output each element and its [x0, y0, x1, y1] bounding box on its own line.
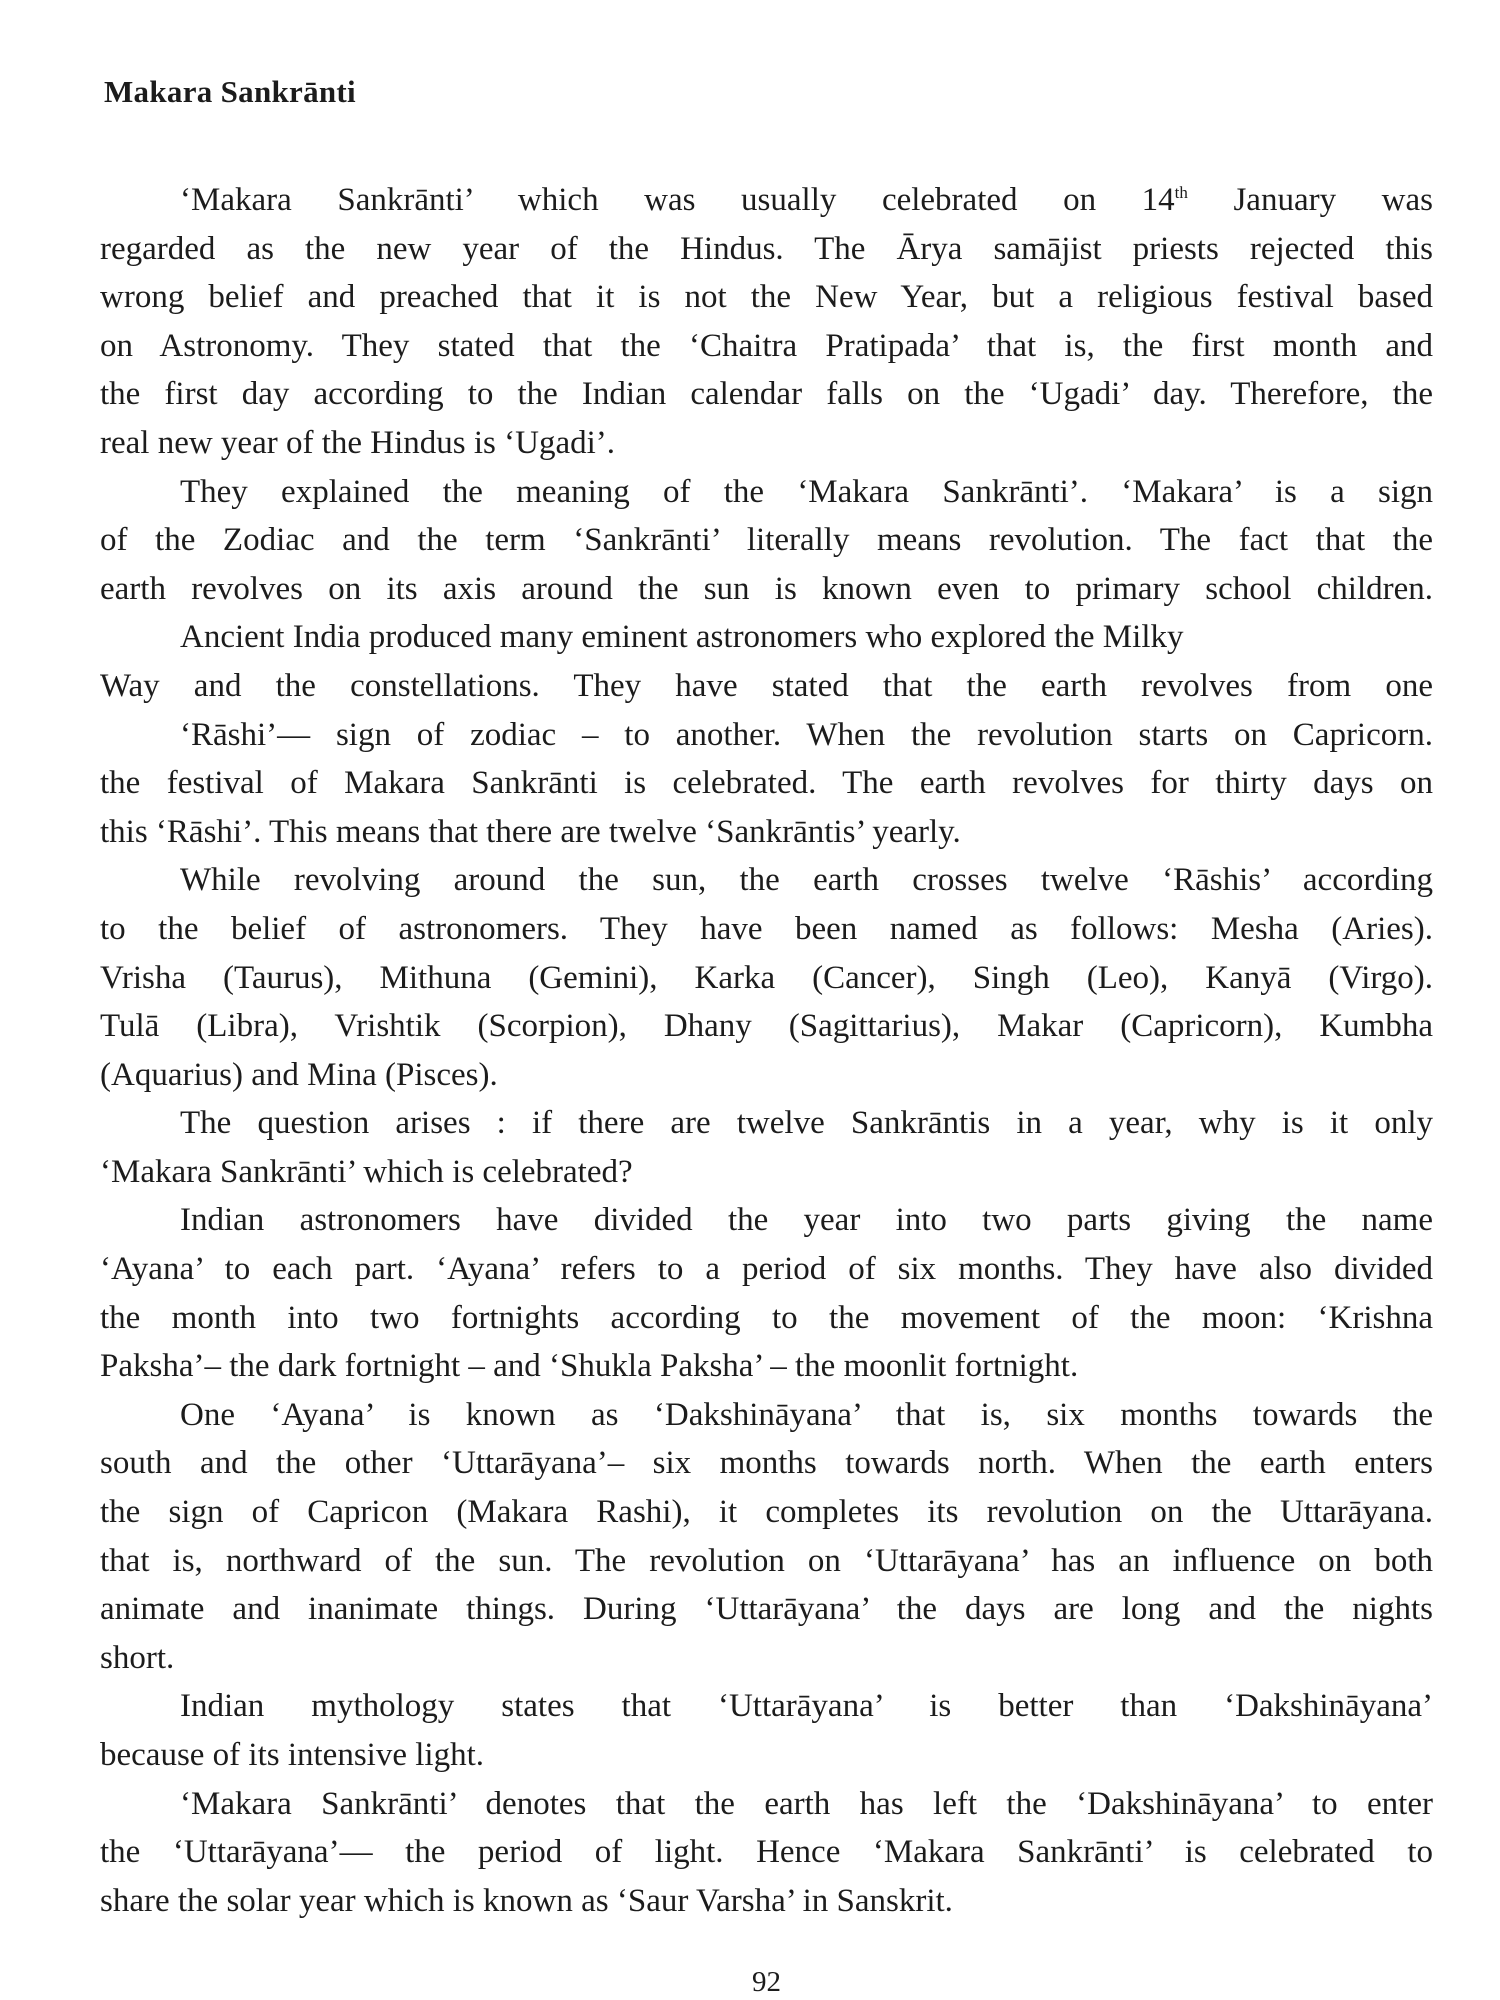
text-line: this ‘Rāshi’. This means that there are twelve ‘Sankrāntis’ yearly.: [100, 813, 961, 850]
superscript: th: [1174, 183, 1188, 202]
text-line: real new year of the Hindus is ‘Ugadi’.: [100, 424, 615, 461]
text-line: the sign of Capricon (Makara Rashi), it completes its revolution on the Uttarāyana.: [100, 1494, 1433, 1531]
text-line: to the belief of astronomers. They have been named as follows: Mesha (Aries).: [100, 910, 1433, 947]
text-line: on Astronomy. They stated that the ‘Chaitra Pratipada’ that is, the first month and: [100, 327, 1433, 364]
text-line: animate and inanimate things. During ‘Uttarāyana’ the days are long and the nights: [100, 1591, 1433, 1628]
text-line: The question arises : if there are twelve Sankrāntis in a year, why is it only: [180, 1105, 1433, 1142]
paragraph: [100, 176, 1433, 468]
paragraph: [100, 1391, 1433, 1683]
text-line: While revolving around the sun, the earth crosses twelve ‘Rāshis’ according: [180, 862, 1433, 899]
text-line: One ‘Ayana’ is known as ‘Dakshināyana’ that is, six months towards the: [180, 1396, 1433, 1433]
body-text: [100, 176, 1433, 1925]
text-line: ‘Ayana’ to each part. ‘Ayana’ refers to a period of six months. They have also divided: [100, 1251, 1433, 1288]
paragraph: [100, 613, 1433, 856]
text-line: They explained the meaning of the ‘Makara Sankrānti’. ‘Makara’ is a sign: [180, 473, 1433, 510]
text-line: Paksha’– the dark fortnight – and ‘Shukla Paksha’ – the moonlit fortnight.: [100, 1348, 1079, 1385]
paragraph: [100, 1780, 1433, 1926]
paragraph: [100, 856, 1433, 1099]
text-line: (Aquarius) and Mina (Pisces).: [100, 1056, 498, 1093]
section-title: Makara Sankrānti: [104, 74, 356, 109]
text-line: Vrisha (Taurus), Mithuna (Gemini), Karka (Cancer), Singh (Leo), Kanyā (Virgo).: [100, 959, 1433, 996]
text-segment: January was: [1187, 182, 1433, 218]
paragraph: [100, 1196, 1433, 1390]
paragraph: [100, 1099, 1433, 1196]
text-line: because of its intensive light.: [100, 1737, 484, 1773]
text-line: that is, northward of the sun. The revolution on ‘Uttarāyana’ has an influence on both: [100, 1542, 1433, 1579]
text-line: Way and the constellations. They have stated that the earth revolves from one: [100, 667, 1433, 704]
text-line: earth revolves on its axis around the sun is known even to primary school children.: [100, 570, 1433, 607]
text-line: [100, 176, 1433, 225]
text-line: Ancient India produced many eminent astronomers who explored the Milky: [180, 619, 1184, 656]
text-line: the festival of Makara Sankrānti is celebrated. The earth revolves for thirty days on: [100, 765, 1433, 802]
text-line: Indian astronomers have divided the year into two parts giving the name: [180, 1202, 1433, 1239]
text-line: Tulā (Libra), Vrishtik (Scorpion), Dhany (Sagittarius), Makar (Capricorn), Kumbha: [100, 1008, 1433, 1045]
text-line: the ‘Uttarāyana’— the period of light. Hence ‘Makara Sankrānti’ is celebrated to: [100, 1834, 1433, 1871]
page-number: 92: [752, 1966, 781, 1998]
text-line: ‘Makara Sankrānti’ which is celebrated?: [100, 1153, 633, 1190]
text-line: the first day according to the Indian calendar falls on the ‘Ugadi’ day. Therefore, the: [100, 376, 1433, 413]
text-line: share the solar year which is known as ‘Saur Varsha’ in Sanskrit.: [100, 1882, 953, 1919]
paragraph: [100, 468, 1433, 614]
text-line: wrong belief and preached that it is not the New Year, but a religious festival based: [100, 279, 1433, 316]
text-line: the month into two fortnights according to the movement of the moon: ‘Krishna: [100, 1299, 1433, 1336]
text-line: short.: [100, 1639, 175, 1676]
text-line: ‘Makara Sankrānti’ denotes that the earth has left the ‘Dakshināyana’ to enter: [180, 1785, 1433, 1822]
text-segment: ‘Makara Sankrānti’ which was usually celebrated on 14: [180, 182, 1175, 218]
text-line: regarded as the new year of the Hindus. The Ārya samājist priests rejected this: [100, 230, 1433, 267]
text-line: ‘Rāshi’— sign of zodiac – to another. When the revolution starts on Capricorn.: [180, 716, 1433, 753]
text-line: Indian mythology states that ‘Uttarāyana’ is better than ‘Dakshināyana’: [180, 1688, 1433, 1725]
paragraph: [100, 1682, 1433, 1779]
text-line: of the Zodiac and the term ‘Sankrānti’ literally means revolution. The fact that the: [100, 522, 1433, 559]
text-line: south and the other ‘Uttarāyana’– six months towards north. When the earth enters: [100, 1445, 1433, 1482]
